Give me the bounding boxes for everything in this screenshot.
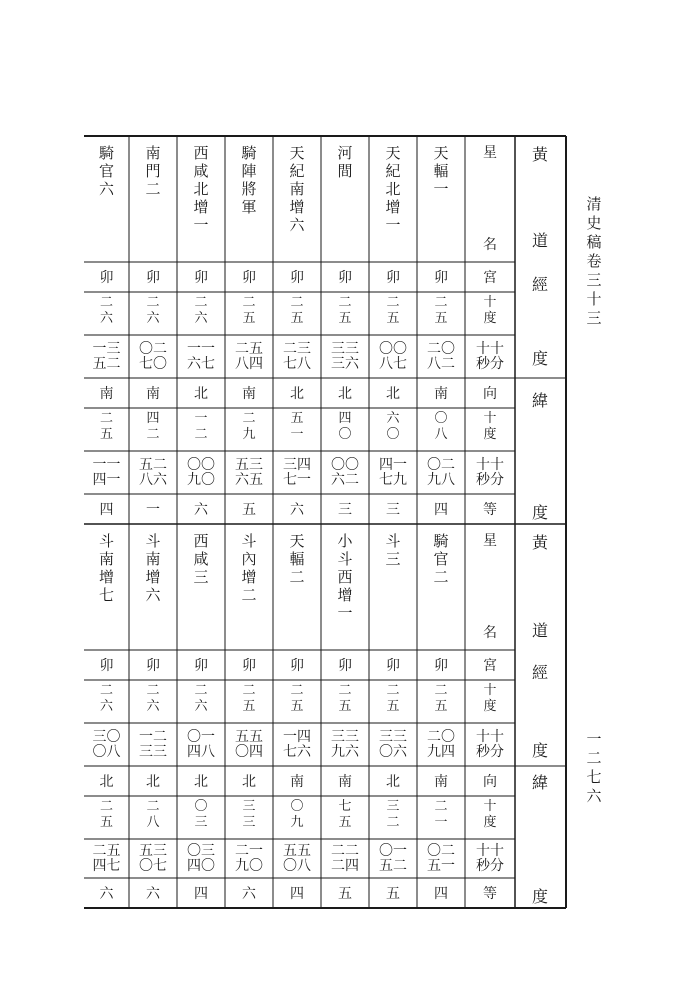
grade-cell: 四 (434, 886, 448, 902)
star-name: 斗 內 增 二 (241, 532, 257, 604)
star-name: 南 門 二 (145, 144, 161, 198)
latitude-minsec-cell: 三四 七一 (283, 456, 311, 488)
longitude-minsec-cell: 二〇 九四 (427, 728, 455, 760)
longitude-degree-cell: 二 五 (386, 683, 400, 714)
star-name: 騎 陣 將 軍 (241, 144, 257, 216)
longitude-minsec-cell: 五五 〇四 (235, 728, 263, 760)
longitude-minsec-cell: 一一 六七 (187, 340, 215, 372)
header-char: 度 (532, 349, 549, 368)
longitude-degree-cell: 二 五 (242, 683, 256, 714)
row-label-minsec: 十十 秒分 (476, 728, 504, 760)
direction-cell: 北 (99, 774, 114, 790)
row-label-lat-degree: 十 度 (483, 411, 497, 442)
latitude-minsec-cell: 五三 六五 (235, 456, 263, 488)
latitude-degree-cell: 二 一 (434, 799, 448, 830)
row-label-direction: 向 (483, 386, 497, 402)
longitude-degree-cell: 二 五 (434, 295, 448, 326)
header-char: 度 (532, 741, 549, 760)
grade-cell: 三 (386, 502, 400, 518)
latitude-minsec-cell: 〇〇 九〇 (187, 456, 215, 488)
row-label-grade: 等 (483, 886, 497, 902)
star-name: 西 咸 北 增 一 (193, 144, 209, 234)
palace-cell: 卯 (386, 270, 400, 286)
latitude-degree-cell: 六 〇 (386, 411, 400, 442)
header-char: 經 (532, 275, 549, 294)
direction-cell: 南 (338, 774, 352, 790)
longitude-minsec-cell: 〇一 四八 (187, 728, 215, 760)
longitude-degree-cell: 二 六 (194, 295, 208, 326)
direction-cell: 北 (194, 774, 208, 790)
row-label-direction: 向 (483, 774, 497, 790)
latitude-minsec-cell: 五二 八六 (139, 456, 167, 488)
latitude-minsec-cell: 二二 二四 (331, 842, 359, 874)
longitude-degree-cell: 二 六 (99, 295, 113, 326)
row-label-grade: 等 (483, 502, 497, 518)
latitude-degree-cell: 〇 八 (434, 411, 448, 442)
latitude-degree-cell: 三 二 (386, 799, 400, 830)
latitude-degree-cell: 一 二 (194, 411, 208, 442)
latitude-degree-cell: 三 三 (242, 799, 256, 830)
grade-cell: 一 (146, 502, 160, 518)
direction-cell: 北 (386, 774, 400, 790)
palace-cell: 卯 (194, 270, 208, 286)
latitude-degree-cell: 二 九 (242, 411, 256, 442)
star-name: 騎 官 六 (98, 144, 114, 198)
palace-cell: 卯 (242, 270, 256, 286)
latitude-minsec-cell: 二一 九〇 (235, 842, 263, 874)
row-label-lat-minsec: 十十 秒分 (476, 456, 504, 488)
direction-cell: 北 (338, 386, 352, 402)
direction-cell: 南 (434, 774, 448, 790)
star-name: 斗 南 增 六 (145, 532, 161, 604)
grade-cell: 六 (242, 886, 256, 902)
palace-cell: 卯 (194, 658, 208, 674)
star-name: 騎 官 二 (433, 532, 449, 586)
grade-cell: 三 (338, 502, 352, 518)
header-char: 緯 (532, 391, 549, 410)
longitude-minsec-cell: 二三 七八 (283, 340, 311, 372)
longitude-degree-cell: 二 六 (99, 683, 113, 714)
star-name: 斗 南 增 七 (98, 532, 114, 604)
header-char: 度 (532, 503, 549, 522)
row-label-minsec: 十十 秒分 (476, 340, 504, 372)
latitude-minsec-cell: 〇一 五二 (379, 842, 407, 874)
row-label-name: 名 (483, 237, 497, 253)
star-name: 天 輻 一 (433, 144, 449, 198)
direction-cell: 北 (242, 774, 256, 790)
header-char: 道 (532, 231, 549, 250)
longitude-degree-cell: 二 五 (242, 295, 256, 326)
row-label-degree: 十 度 (483, 683, 497, 714)
star-name: 西 咸 三 (193, 532, 209, 586)
longitude-minsec-cell: 一四 七六 (283, 728, 311, 760)
star-name: 斗 三 (385, 532, 401, 568)
longitude-minsec-cell: 三三 三六 (331, 340, 359, 372)
longitude-degree-cell: 二 五 (386, 295, 400, 326)
longitude-minsec-cell: 三三 九六 (331, 728, 359, 760)
palace-cell: 卯 (434, 270, 448, 286)
direction-cell: 南 (99, 386, 114, 402)
latitude-degree-cell: 〇 三 (194, 799, 208, 830)
latitude-degree-cell: 四 二 (146, 411, 160, 442)
row-label-palace: 宮 (483, 270, 497, 286)
palace-cell: 卯 (242, 658, 256, 674)
longitude-degree-cell: 二 五 (338, 295, 352, 326)
row-label-star: 星 (483, 145, 497, 161)
longitude-degree-cell: 二 六 (146, 295, 160, 326)
row-label-degree: 十 度 (483, 295, 497, 326)
star-name: 天 紀 北 增 一 (385, 144, 401, 234)
grade-cell: 四 (99, 502, 114, 518)
latitude-minsec-cell: 〇二 九八 (427, 456, 455, 488)
longitude-degree-cell: 二 五 (434, 683, 448, 714)
running-title: 清 史 稿 卷 三 十 三 (586, 195, 602, 327)
latitude-minsec-cell: 四一 七九 (379, 456, 407, 488)
direction-cell: 南 (242, 386, 256, 402)
palace-cell: 卯 (290, 658, 304, 674)
direction-cell: 南 (290, 774, 304, 790)
latitude-minsec-cell: 一一 四一 (92, 456, 121, 488)
longitude-minsec-cell: 二〇 八二 (427, 340, 455, 372)
latitude-degree-cell: 四 〇 (338, 411, 352, 442)
longitude-minsec-cell: 三〇 〇八 (92, 728, 121, 760)
latitude-minsec-cell: 〇三 四〇 (187, 842, 215, 874)
palace-cell: 卯 (99, 270, 114, 286)
longitude-minsec-cell: 〇二 七〇 (139, 340, 167, 372)
palace-cell: 卯 (338, 270, 352, 286)
latitude-minsec-cell: 〇二 五一 (427, 842, 455, 874)
header-char: 度 (532, 887, 549, 906)
grade-cell: 五 (242, 502, 256, 518)
row-label-name: 名 (483, 625, 497, 641)
grade-cell: 六 (99, 886, 114, 902)
palace-cell: 卯 (146, 658, 160, 674)
direction-cell: 南 (146, 386, 160, 402)
palace-cell: 卯 (146, 270, 160, 286)
longitude-degree-cell: 二 五 (338, 683, 352, 714)
page-number: 一 二 七 六 (586, 730, 602, 805)
longitude-degree-cell: 二 六 (146, 683, 160, 714)
header-char: 黃 (532, 533, 549, 552)
header-char: 緯 (532, 773, 549, 792)
star-name: 河 間 (337, 144, 353, 180)
row-label-lat-minsec: 十十 秒分 (476, 842, 504, 874)
grade-cell: 六 (194, 502, 208, 518)
latitude-minsec-cell: 五三 〇七 (139, 842, 167, 874)
latitude-minsec-cell: 二五 四七 (92, 842, 121, 874)
grade-cell: 五 (338, 886, 352, 902)
longitude-degree-cell: 二 五 (290, 683, 304, 714)
palace-cell: 卯 (434, 658, 448, 674)
latitude-degree-cell: 二 五 (99, 411, 113, 442)
latitude-degree-cell: 七 五 (338, 799, 352, 830)
latitude-minsec-cell: 五五 〇八 (283, 842, 311, 874)
latitude-degree-cell: 〇 九 (290, 799, 304, 830)
grade-cell: 六 (146, 886, 160, 902)
longitude-minsec-cell: 一三 五二 (92, 340, 121, 372)
header-char: 黃 (532, 145, 549, 164)
latitude-degree-cell: 二 五 (99, 799, 113, 830)
palace-cell: 卯 (386, 658, 400, 674)
header-char: 經 (532, 663, 549, 682)
longitude-degree-cell: 二 六 (194, 683, 208, 714)
row-label-palace: 宮 (483, 658, 497, 674)
palace-cell: 卯 (338, 658, 352, 674)
row-label-star: 星 (483, 533, 497, 549)
star-name: 天 輻 二 (289, 532, 305, 586)
direction-cell: 南 (434, 386, 448, 402)
star-name: 天 紀 南 增 六 (289, 144, 305, 234)
longitude-minsec-cell: 〇〇 八七 (379, 340, 407, 372)
grade-cell: 五 (386, 886, 400, 902)
longitude-minsec-cell: 二五 八四 (235, 340, 263, 372)
direction-cell: 北 (146, 774, 160, 790)
header-char: 道 (532, 621, 549, 640)
grade-cell: 四 (194, 886, 208, 902)
longitude-degree-cell: 二 五 (290, 295, 304, 326)
latitude-minsec-cell: 〇〇 六二 (331, 456, 359, 488)
palace-cell: 卯 (290, 270, 304, 286)
grade-cell: 四 (434, 502, 448, 518)
longitude-minsec-cell: 一二 三三 (139, 728, 167, 760)
row-label-lat-degree: 十 度 (483, 799, 497, 830)
grade-cell: 六 (290, 502, 304, 518)
latitude-degree-cell: 五 一 (290, 411, 304, 442)
direction-cell: 北 (386, 386, 400, 402)
star-name: 小 斗 西 增 一 (337, 532, 353, 622)
palace-cell: 卯 (99, 658, 114, 674)
direction-cell: 北 (290, 386, 304, 402)
direction-cell: 北 (194, 386, 208, 402)
grade-cell: 四 (290, 886, 304, 902)
latitude-degree-cell: 二 八 (146, 799, 160, 830)
longitude-minsec-cell: 三三 〇六 (379, 728, 407, 760)
